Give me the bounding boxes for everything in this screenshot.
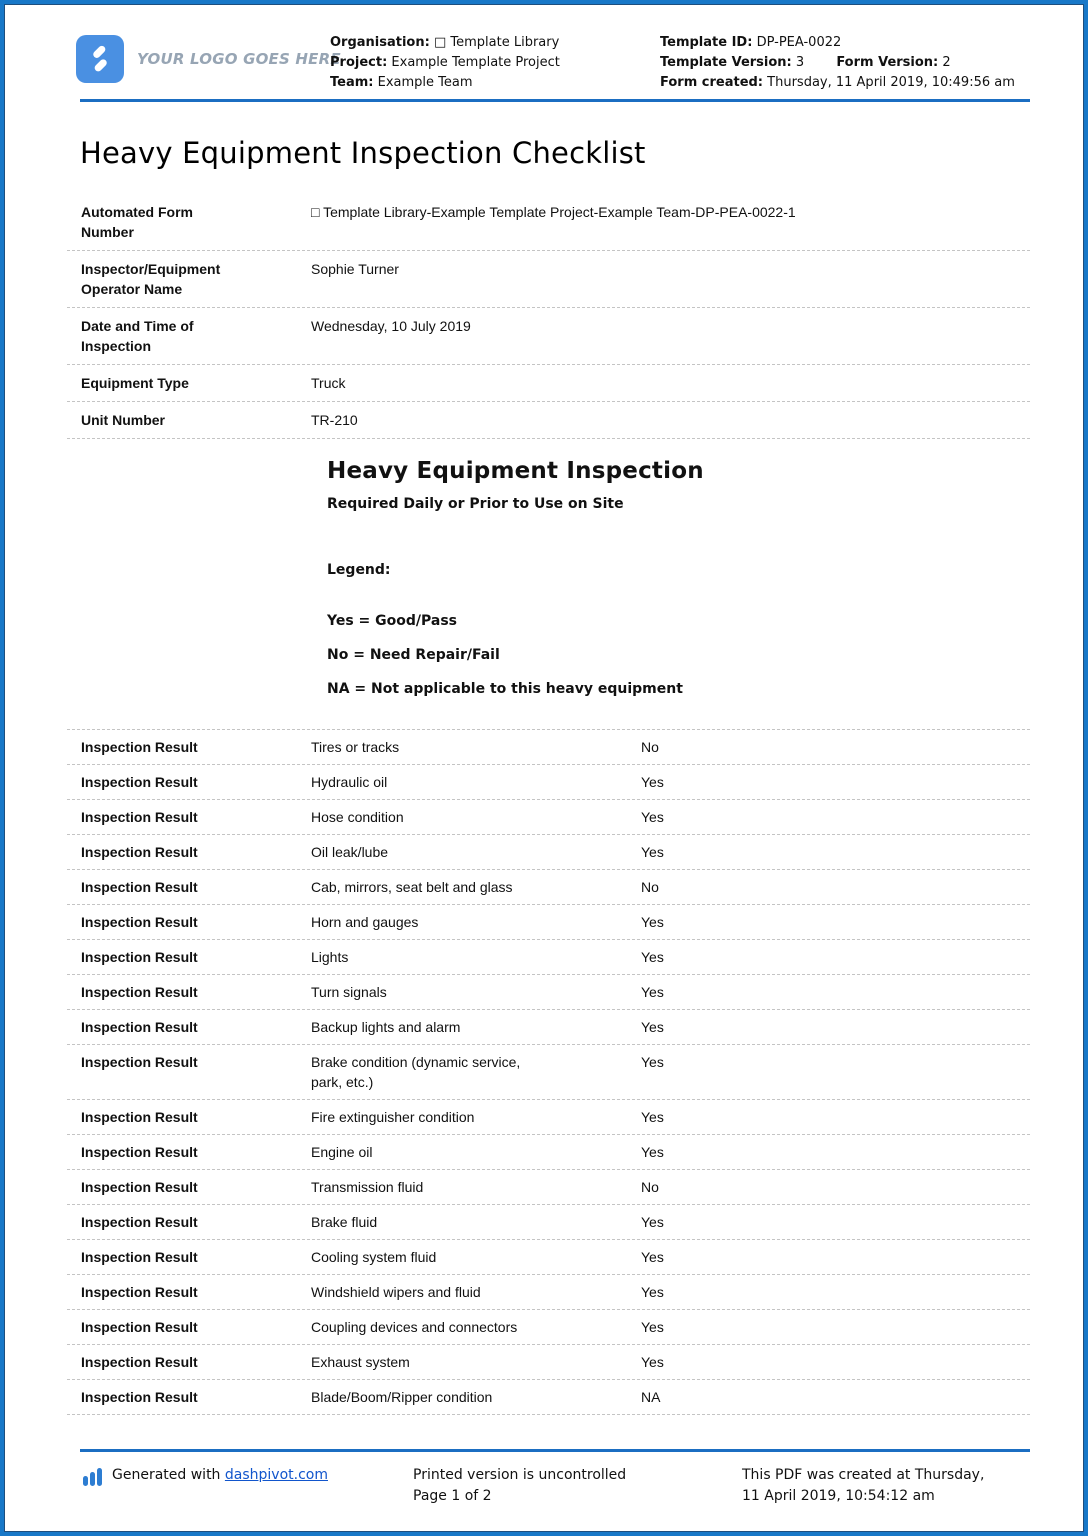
inspection-row-label: Inspection Result — [81, 1214, 198, 1230]
team-label: Team: — [330, 75, 374, 90]
form-detail-row — [67, 308, 1030, 365]
project-label: Project: — [330, 55, 388, 70]
template-version-value: 3 — [795, 55, 805, 70]
header-info-right — [660, 33, 1030, 93]
inspection-result-value: No — [641, 1179, 659, 1195]
versions-line — [660, 53, 1030, 73]
inspection-result-value: NA — [641, 1389, 661, 1405]
inspection-row-label: Inspection Result — [81, 774, 198, 790]
template-version-label: Template Version: — [660, 55, 792, 70]
legend-item: NA = Not applicable to this heavy equipment — [327, 681, 683, 697]
form-created-label: Form created: — [660, 75, 764, 90]
pdf-created-text: This PDF was created at Thursday, 11 April 2019, 10:54:12 am — [742, 1467, 985, 1504]
inspection-result-row — [67, 1310, 1030, 1345]
inspection-result-row — [67, 1100, 1030, 1135]
inspection-result-value: Yes — [641, 914, 664, 930]
organisation-label: Organisation: — [330, 35, 430, 50]
form-detail-row — [67, 365, 1030, 402]
inspection-row-label: Inspection Result — [81, 1284, 198, 1300]
inspection-row-label: Inspection Result — [81, 739, 198, 755]
template-id-label: Template ID: — [660, 35, 753, 50]
company-logo-icon — [76, 35, 124, 83]
inspection-result-value: Yes — [641, 1019, 664, 1035]
template-id-line — [660, 33, 1030, 53]
inspection-results-table — [67, 729, 1030, 1415]
inspection-result-value: Yes — [641, 1249, 664, 1265]
inspection-row-label: Inspection Result — [81, 844, 198, 860]
form-detail-row — [67, 402, 1030, 439]
inspection-result-row — [67, 1380, 1030, 1415]
project-value: Example Template Project — [391, 55, 560, 70]
dashpivot-bars-icon — [83, 1468, 103, 1486]
inspection-row-label: Inspection Result — [81, 1319, 198, 1335]
detail-label: Equipment Type — [81, 375, 189, 391]
section-subheading: Required Daily or Prior to Use on Site — [327, 496, 624, 512]
inspection-row-label: Inspection Result — [81, 914, 198, 930]
form-detail-row — [67, 251, 1030, 308]
inspection-row-label: Inspection Result — [81, 1019, 198, 1035]
legend-item: No = Need Repair/Fail — [327, 647, 500, 663]
legend-items — [327, 611, 1083, 699]
inspection-row-label: Inspection Result — [81, 1249, 198, 1265]
inspection-item: Brake condition (dynamic service, park, etc.) — [311, 1054, 521, 1090]
footer-columns — [83, 1465, 1083, 1507]
generated-prefix: Generated with — [112, 1467, 221, 1483]
inspection-row-label: Inspection Result — [81, 1054, 198, 1070]
inspection-result-row — [67, 1345, 1030, 1380]
organisation-value: □ Template Library — [433, 35, 560, 50]
inspection-section-intro — [327, 458, 1083, 699]
inspection-result-value: Yes — [641, 774, 664, 790]
inspection-item: Blade/Boom/Ripper condition — [311, 1389, 493, 1405]
inspection-result-row — [67, 765, 1030, 800]
organisation-line — [330, 33, 660, 53]
inspection-result-row — [67, 1205, 1030, 1240]
inspection-result-row — [67, 800, 1030, 835]
inspection-item: Oil leak/lube — [311, 844, 389, 860]
inspection-item: Tires or tracks — [311, 739, 400, 755]
footer-printed-column — [413, 1465, 742, 1507]
inspection-item: Cooling system fluid — [311, 1249, 437, 1265]
form-details-table — [67, 194, 1030, 439]
inspection-item: Lights — [311, 949, 349, 965]
footer-created-column — [742, 1465, 1004, 1507]
inspection-row-label: Inspection Result — [81, 949, 198, 965]
inspection-row-label: Inspection Result — [81, 1109, 198, 1125]
inspection-item: Horn and gauges — [311, 914, 419, 930]
form-created-value: Thursday, 11 April 2019, 10:49:56 am — [767, 75, 1015, 90]
legend-label: Legend: — [327, 562, 391, 578]
inspection-row-label: Inspection Result — [81, 984, 198, 1000]
inspection-result-value: Yes — [641, 1284, 664, 1300]
inspection-result-row — [67, 1135, 1030, 1170]
detail-label: Automated Form Number — [81, 204, 193, 240]
inspection-item: Exhaust system — [311, 1354, 410, 1370]
inspection-item: Windshield wipers and fluid — [311, 1284, 481, 1300]
inspection-item: Fire extinguisher condition — [311, 1109, 475, 1125]
page-footer — [5, 1449, 1083, 1507]
inspection-result-row — [67, 905, 1030, 940]
generated-with-text — [112, 1465, 328, 1486]
footer-generated-column — [83, 1465, 413, 1507]
footer-divider-rule — [80, 1449, 1030, 1452]
logo-placeholder-text: YOUR LOGO GOES HERE — [137, 50, 341, 68]
inspection-result-value: No — [641, 879, 659, 895]
inspection-row-label: Inspection Result — [81, 1389, 198, 1405]
inspection-result-row — [67, 1045, 1030, 1100]
inspection-result-row — [67, 975, 1030, 1010]
form-detail-row — [67, 194, 1030, 251]
template-id-value: DP-PEA-0022 — [756, 35, 842, 50]
form-version-value: 2 — [942, 55, 951, 70]
inspection-result-value: Yes — [641, 984, 664, 1000]
inspection-item: Turn signals — [311, 984, 387, 1000]
inspection-result-value: Yes — [641, 1319, 664, 1335]
detail-label: Date and Time of Inspection — [81, 318, 194, 354]
inspection-item: Backup lights and alarm — [311, 1019, 461, 1035]
inspection-item: Engine oil — [311, 1144, 373, 1160]
inspection-row-label: Inspection Result — [81, 1179, 198, 1195]
inspection-row-label: Inspection Result — [81, 809, 198, 825]
inspection-result-value: Yes — [641, 1214, 664, 1230]
logo-area — [76, 35, 341, 83]
detail-value: TR-210 — [311, 412, 358, 428]
detail-value: Sophie Turner — [311, 261, 399, 277]
detail-value: Truck — [311, 375, 346, 391]
inspection-result-row — [67, 835, 1030, 870]
inspection-result-row — [67, 1010, 1030, 1045]
inspection-result-row — [67, 1170, 1030, 1205]
inspection-row-label: Inspection Result — [81, 879, 198, 895]
inspection-item: Hose condition — [311, 809, 404, 825]
form-version-label: Form Version: — [836, 55, 939, 70]
inspection-result-value: Yes — [641, 1354, 664, 1370]
inspection-result-value: Yes — [641, 1054, 664, 1070]
page-number-text: Page 1 of 2 — [413, 1488, 492, 1504]
detail-label: Inspector/Equipment Operator Name — [81, 261, 221, 297]
inspection-result-value: Yes — [641, 1109, 664, 1125]
inspection-row-label: Inspection Result — [81, 1354, 198, 1370]
detail-value: □ Template Library-Example Template Project-Example Team-DP-PEA-0022-1 — [311, 204, 796, 220]
detail-label: Unit Number — [81, 412, 165, 428]
project-line — [330, 53, 660, 73]
detail-value: Wednesday, 10 July 2019 — [311, 318, 471, 334]
inspection-result-value: Yes — [641, 844, 664, 860]
inspection-item: Cab, mirrors, seat belt and glass — [311, 879, 513, 895]
page-header — [5, 5, 1083, 93]
inspection-result-value: No — [641, 739, 659, 755]
inspection-result-row — [67, 870, 1030, 905]
page-title: Heavy Equipment Inspection Checklist — [80, 136, 646, 170]
team-value: Example Team — [377, 75, 473, 90]
section-heading: Heavy Equipment Inspection — [327, 458, 704, 484]
form-created-line — [660, 73, 1030, 93]
legend-item: Yes = Good/Pass — [327, 613, 458, 629]
inspection-item: Transmission fluid — [311, 1179, 424, 1195]
inspection-result-row — [67, 1275, 1030, 1310]
inspection-result-row — [67, 1240, 1030, 1275]
inspection-item: Coupling devices and connectors — [311, 1319, 518, 1335]
inspection-result-value: Yes — [641, 809, 664, 825]
inspection-result-value: Yes — [641, 1144, 664, 1160]
inspection-result-row — [67, 730, 1030, 765]
inspection-item: Hydraulic oil — [311, 774, 388, 790]
inspection-result-row — [67, 940, 1030, 975]
header-info-left — [330, 33, 660, 93]
inspection-item: Brake fluid — [311, 1214, 378, 1230]
inspection-row-label: Inspection Result — [81, 1144, 198, 1160]
header-divider-rule — [80, 99, 1030, 102]
team-line — [330, 73, 660, 93]
document-page — [4, 4, 1084, 1532]
printed-version-text: Printed version is uncontrolled — [413, 1467, 627, 1483]
dashpivot-link[interactable]: dashpivot.com — [224, 1467, 328, 1483]
logo-s-glyph-icon — [83, 42, 117, 76]
inspection-result-value: Yes — [641, 949, 664, 965]
